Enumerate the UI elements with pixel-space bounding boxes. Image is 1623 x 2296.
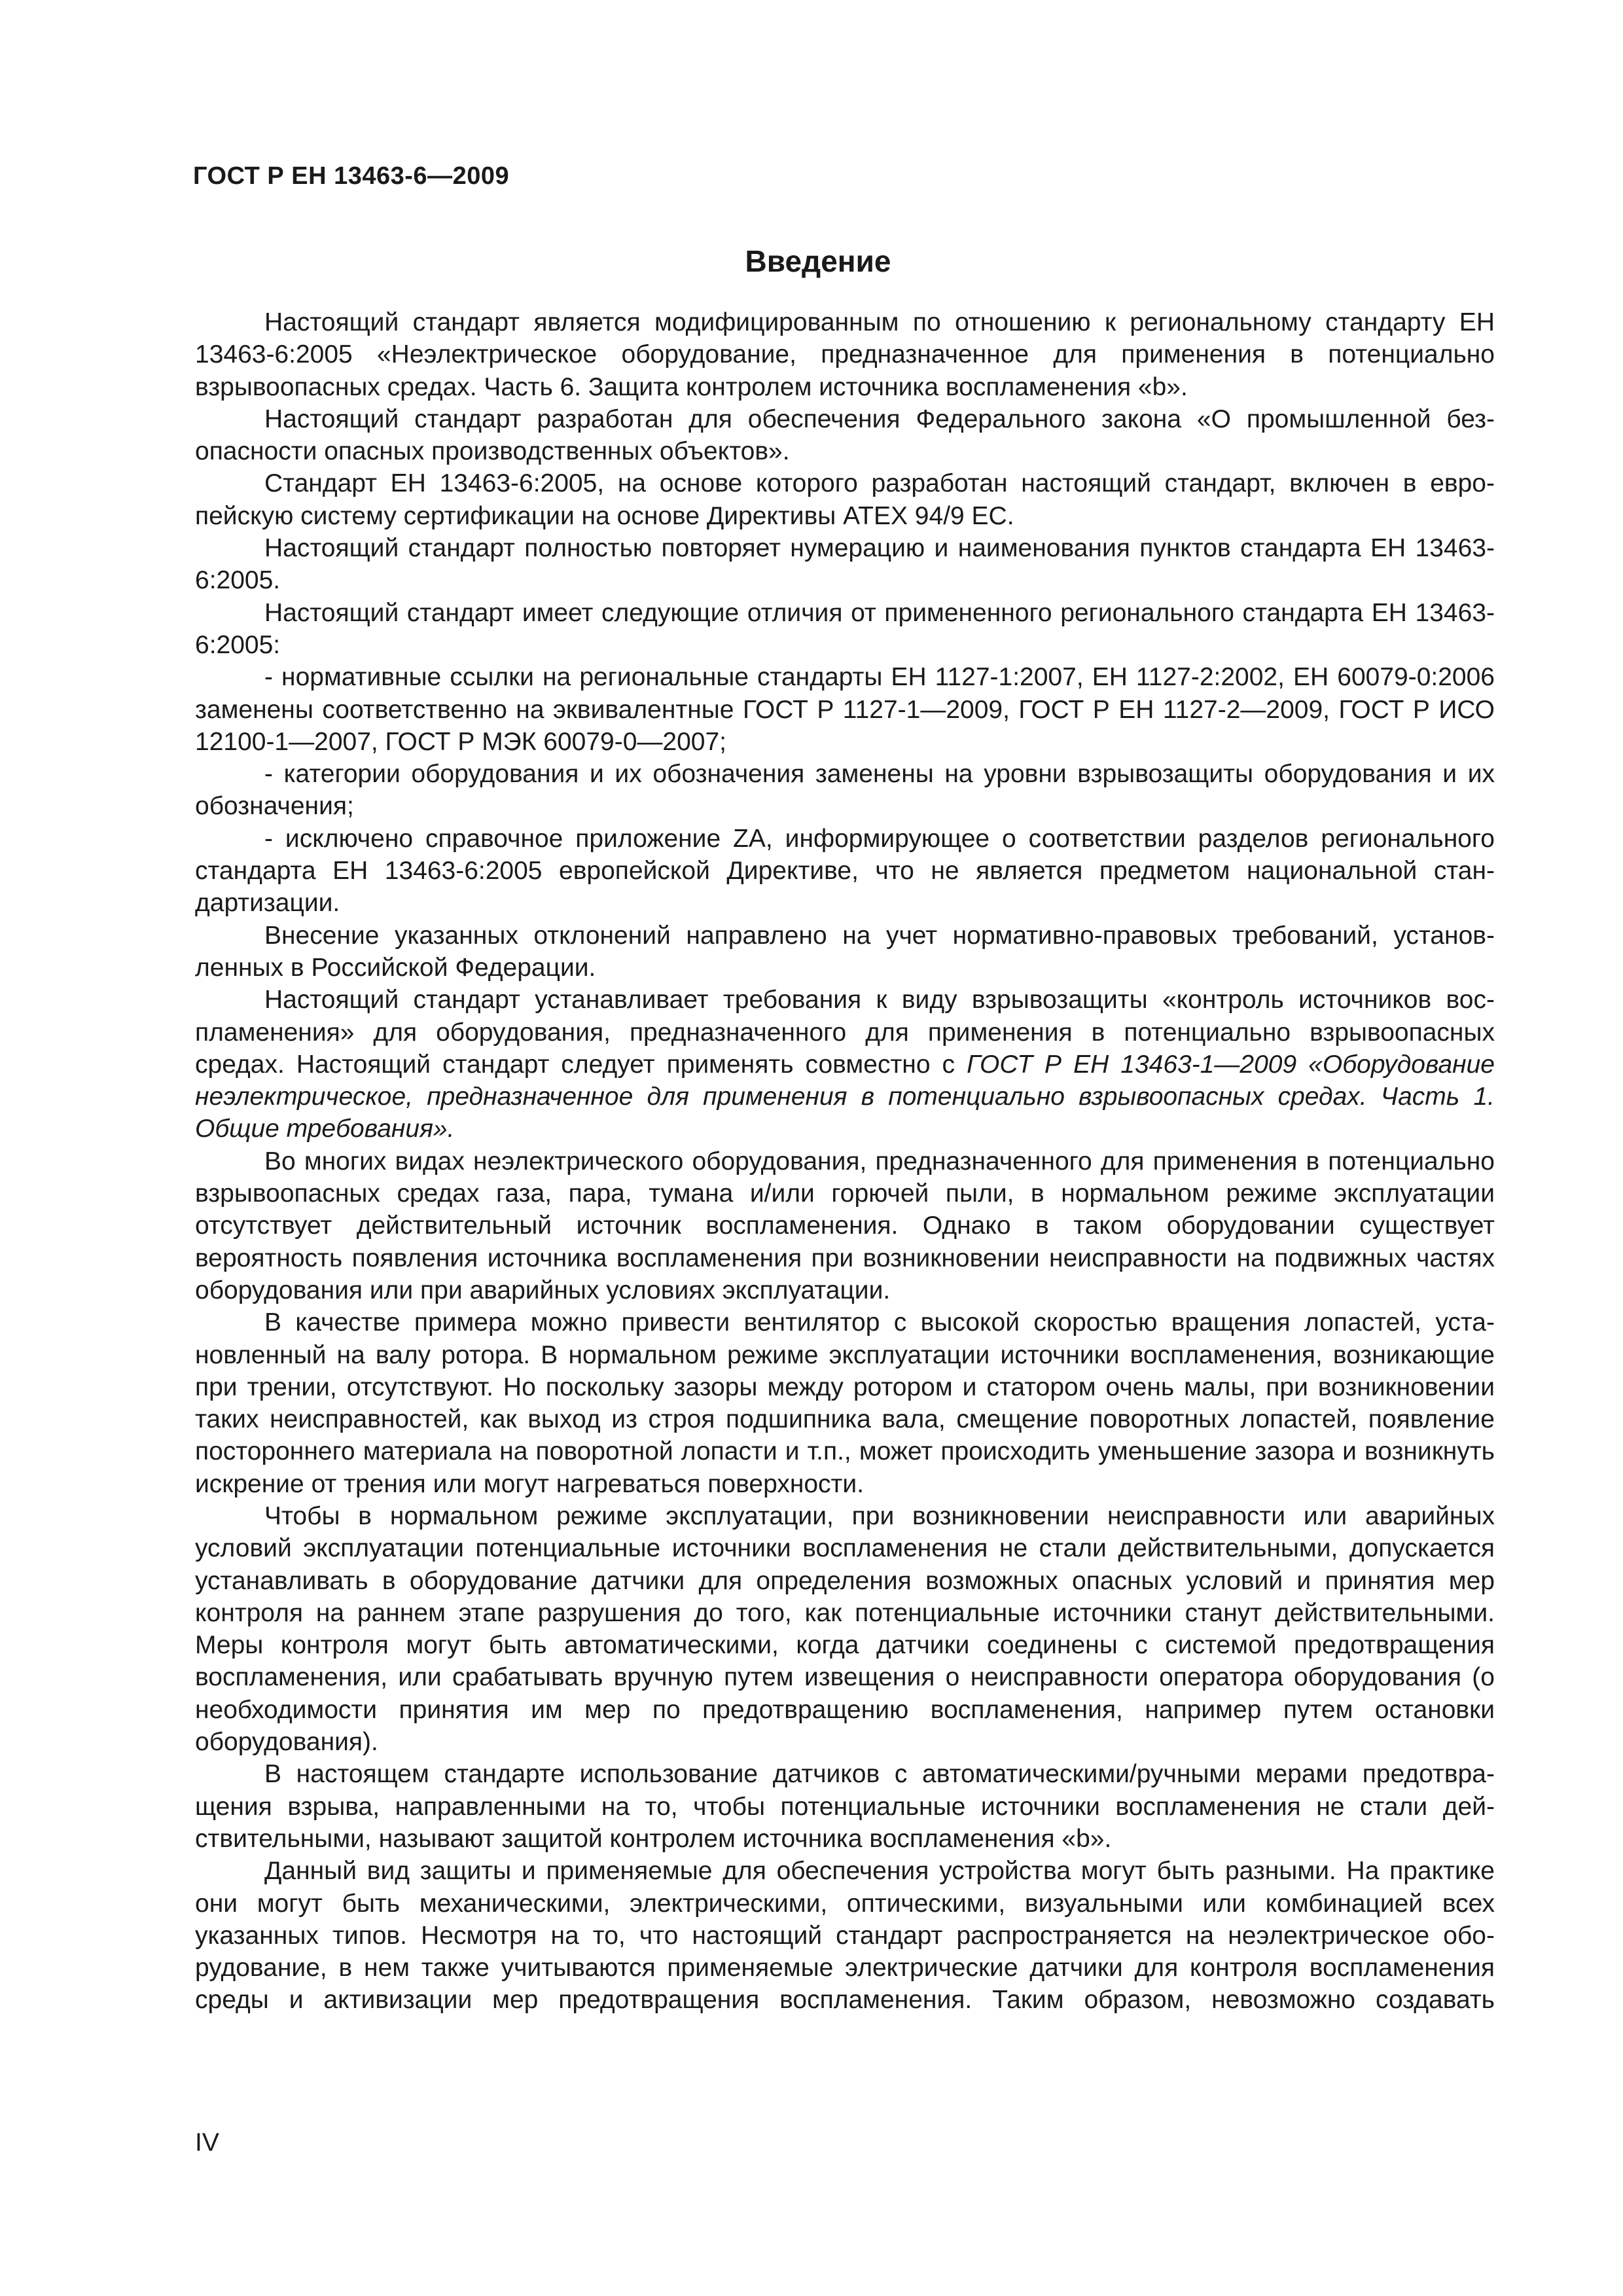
paragraph — [195, 984, 1495, 1145]
paragraph: Чтобы в нормальном режиме эксплуатации, при возникновении неисправности или аварийных условий эксплуатации потенциальные источники воспламенения не стали действительными, допускается устанавливать в оборудование датчики для определения возможных опасных условий и принятия мер контроля на раннем этапе разрушения до того, как потенциальные источники станут действительными. Меры контроля могут быть автоматическими, когда датчики соединены с системой предотвращения воспламенения, или срабатывать вручную путем извещения о неисправности оператора оборудования (о необходимости принятия им мер по предотвращению воспламенения, например путем остановки оборудования). — [195, 1501, 1495, 1757]
paragraph: Настоящий стандарт является модифицированным по отношению к региональному стандарту ЕН 13463-6:2005 «Неэлектрическое оборудование, предназначенное для применения в потенциально взрывоопасных средах. Часть 6. Защита контролем источника воспламенения «b». — [195, 308, 1495, 401]
list-item: - исключено справочное приложение ZA, информирующее о соответствии разделов регионального стандарта ЕН 13463-6:2005 европейской Директиве, что не является предметом национальной стандартизации. — [195, 824, 1495, 918]
document-header: ГОСТ Р ЕН 13463-6—2009 — [193, 162, 510, 190]
paragraph: Настоящий стандарт полностью повторяет нумерацию и наименования пунктов стандарта ЕН 13463-6:2005. — [195, 534, 1495, 595]
list-item: - нормативные ссылки на региональные стандарты ЕН 1127-1:2007, ЕН 1127-2:2002, ЕН 60079-0:2006 заменены соответственно на эквивалентные ГОСТ Р 1127-1—2009, ГОСТ Р ЕН 1127-2—2009, ГОСТ Р ИСО 12100-1—2007, ГОСТ Р МЭК 60079-0—2007; — [195, 663, 1495, 756]
paragraph: В настоящем стандарте использование датчиков с автоматическими/ручными мерами предотвращения взрыва, направленными на то, чтобы потенциальные источники воспламенения не стали действительными, называют защитой контролем источника воспламенения «b». — [195, 1760, 1495, 1853]
paragraph: Внесение указанных отклонений направлено на учет нормативно-правовых требований, установленных в Российской Федерации. — [195, 921, 1495, 982]
paragraph-text: Настоящий стандарт устанавливает требования к виду взрывозащиты «контроль источников воспламенения» для оборудования, предназначенного для применения в потенциально взрывоопасных средах. Настоящий стандарт следует применять совместно с — [195, 986, 1495, 1079]
page-title: Введение — [745, 244, 891, 278]
paragraph: Во многих видах неэлектрического оборудования, предназначенного для применения в потенциально взрывоопасных средах газа, пара, тумана и/или горючей пыли, в нормальном режиме эксплуатации отсутствует действительный источник воспламенения. Однако в таком оборудовании существует вероятность появления источника воспламенения при возникновении неисправности на подвижных частях оборудования или при аварийных условиях эксплуатации. — [195, 1147, 1495, 1304]
italic-reference: ГОСТ Р ЕН 13463-1—2009 «Оборудование неэлектрическое, предназначенное для применения в потенциально взрывоопасных средах. Часть 1. Общие требования». — [195, 1050, 1495, 1143]
list-item: - категории оборудования и их обозначения заменены на уровни взрывозащиты оборудования и их обозначения; — [195, 760, 1495, 821]
paragraph: Настоящий стандарт имеет следующие отличия от примененного регионального стандарта ЕН 13463-6:2005: — [195, 598, 1495, 659]
paragraph: Настоящий стандарт разработан для обеспечения Федерального закона «О промышленной безопасности опасных производственных объектов». — [195, 404, 1495, 466]
paragraph: В качестве примера можно привести вентилятор с высокой скоростью вращения лопастей, установленный на валу ротора. В нормальном режиме эксплуатации источники воспламенения, возникающие при трении, отсутствуют. Но поскольку зазоры между ротором и статором очень малы, при возникновении таких неисправностей, как выход из строя подшипника вала, смещение поворотных лопастей, появление постороннего материала на поворотной лопасти и т.п., может происходить уменьшение зазора и возникнуть искрение от трения или могут нагреваться поверхности. — [195, 1308, 1495, 1498]
page-number: IV — [195, 2128, 219, 2157]
paragraph: Стандарт ЕН 13463-6:2005, на основе которого разработан настоящий стандарт, включен в европейскую систему сертификации на основе Директивы АТЕХ 94/9 ЕС. — [195, 469, 1495, 530]
document-body — [195, 306, 1495, 2017]
paragraph: Данный вид защиты и применяемые для обеспечения устройства могут быть разными. На практике они могут быть механическими, электрическими, оптическими, визуальными или комбинацией всех указанных типов. Несмотря на то, что настоящий стандарт распространяется на неэлектрическое оборудование, в нем также учитываются применяемые электрические датчики для контроля воспламенения среды и активизации мер предотвращения воспламенения. Таким образом, невозможно создавать — [195, 1857, 1495, 2015]
